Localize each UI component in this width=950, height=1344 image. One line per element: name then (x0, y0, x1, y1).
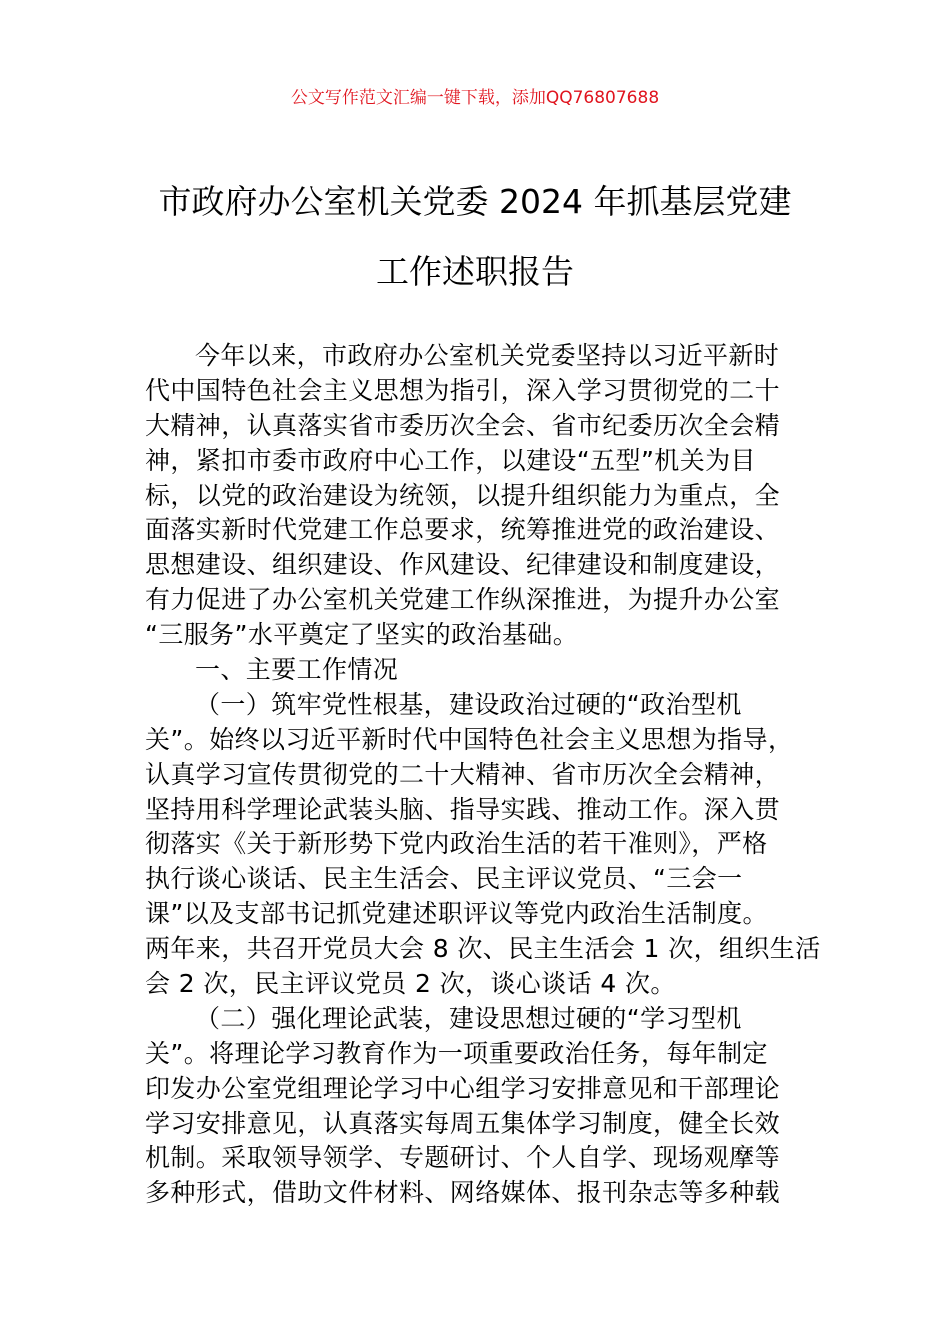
subsection-1-line: 关”。始终以习近平新时代中国特色社会主义思想为指导， (145, 724, 794, 754)
paragraph-intro-line: 今年以来，市政府办公室机关党委坚持以习近平新时 (195, 341, 780, 370)
subsection-1-line: 执行谈心谈话、民主生活会、民主评议党员、“三会一 (145, 864, 743, 894)
document-title-line-1: 市政府办公室机关党委 2024 年抓基层党建 (158, 182, 792, 221)
subsection-1-line: （一）筑牢党性根基，建设政治过硬的“政治型机 (195, 689, 742, 719)
document-body (145, 339, 821, 1211)
paragraph-intro-line: 标，以党的政治建设为统领，以提升组织能力为重点，全 (145, 480, 781, 510)
subsection-2-line: 印发办公室党组理论学习中心组学习安排意见和干部理论 (145, 1073, 781, 1103)
paragraph-intro-line: “三服务”水平奠定了坚实的政治基础。 (145, 620, 579, 650)
subsection-1-line: 坚持用科学理论武装头脑、指导实践、推动工作。深入贯 (145, 794, 781, 824)
subsection-2-line: 学习安排意见，认真落实每周五集体学习制度，健全长效 (145, 1108, 781, 1138)
paragraph-intro-line: 神，紧扣市委市政府中心工作，以建设“五型”机关为目 (145, 445, 756, 475)
watermark-header-note: 公文写作范文汇编一键下载，添加QQ76807688 (290, 88, 660, 108)
section-heading-main-work: 一、主要工作情况 (195, 655, 399, 685)
paragraph-intro-line: 大精神，认真落实省市委历次全会、省市纪委历次全会精 (145, 410, 781, 440)
paragraph-intro-line: 思想建设、组织建设、作风建设、纪律建设和制度建设， (145, 550, 781, 580)
subsection-1-line: 认真学习宣传贯彻党的二十大精神、省市历次全会精神， (145, 759, 781, 789)
subsection-2-line: （二）强化理论武装，建设思想过硬的“学习型机 (195, 1003, 742, 1033)
subsection-2-line: 多种形式，借助文件材料、网络媒体、报刊杂志等多种载 (145, 1178, 781, 1208)
paragraph-intro-line: 有力促进了办公室机关党建工作纵深推进，为提升办公室 (145, 585, 781, 615)
subsection-1-line: 彻落实《关于新形势下党内政治生活的若干准则》，严格 (145, 829, 768, 859)
paragraph-intro-line: 面落实新时代党建工作总要求，统筹推进党的政治建设、 (145, 515, 781, 545)
subsection-2-line: 关”。将理论学习教育作为一项重要政治任务，每年制定 (145, 1038, 768, 1068)
document-title-line-2: 工作述职报告 (376, 252, 574, 291)
paragraph-intro-line: 代中国特色社会主义思想为指引，深入学习贯彻党的二十 (145, 375, 781, 405)
subsection-1-line: 两年来，共召开党员大会 8 次、民主生活会 1 次，组织生活 (145, 934, 821, 964)
subsection-1-line: 会 2 次，民主评议党员 2 次，谈心谈话 4 次。 (145, 969, 676, 999)
subsection-1-line: 课”以及支部书记抓党建述职评议等党内政治生活制度。 (145, 899, 768, 929)
subsection-2-line: 机制。采取领导领学、专题研讨、个人自学、现场观摩等 (145, 1143, 781, 1173)
